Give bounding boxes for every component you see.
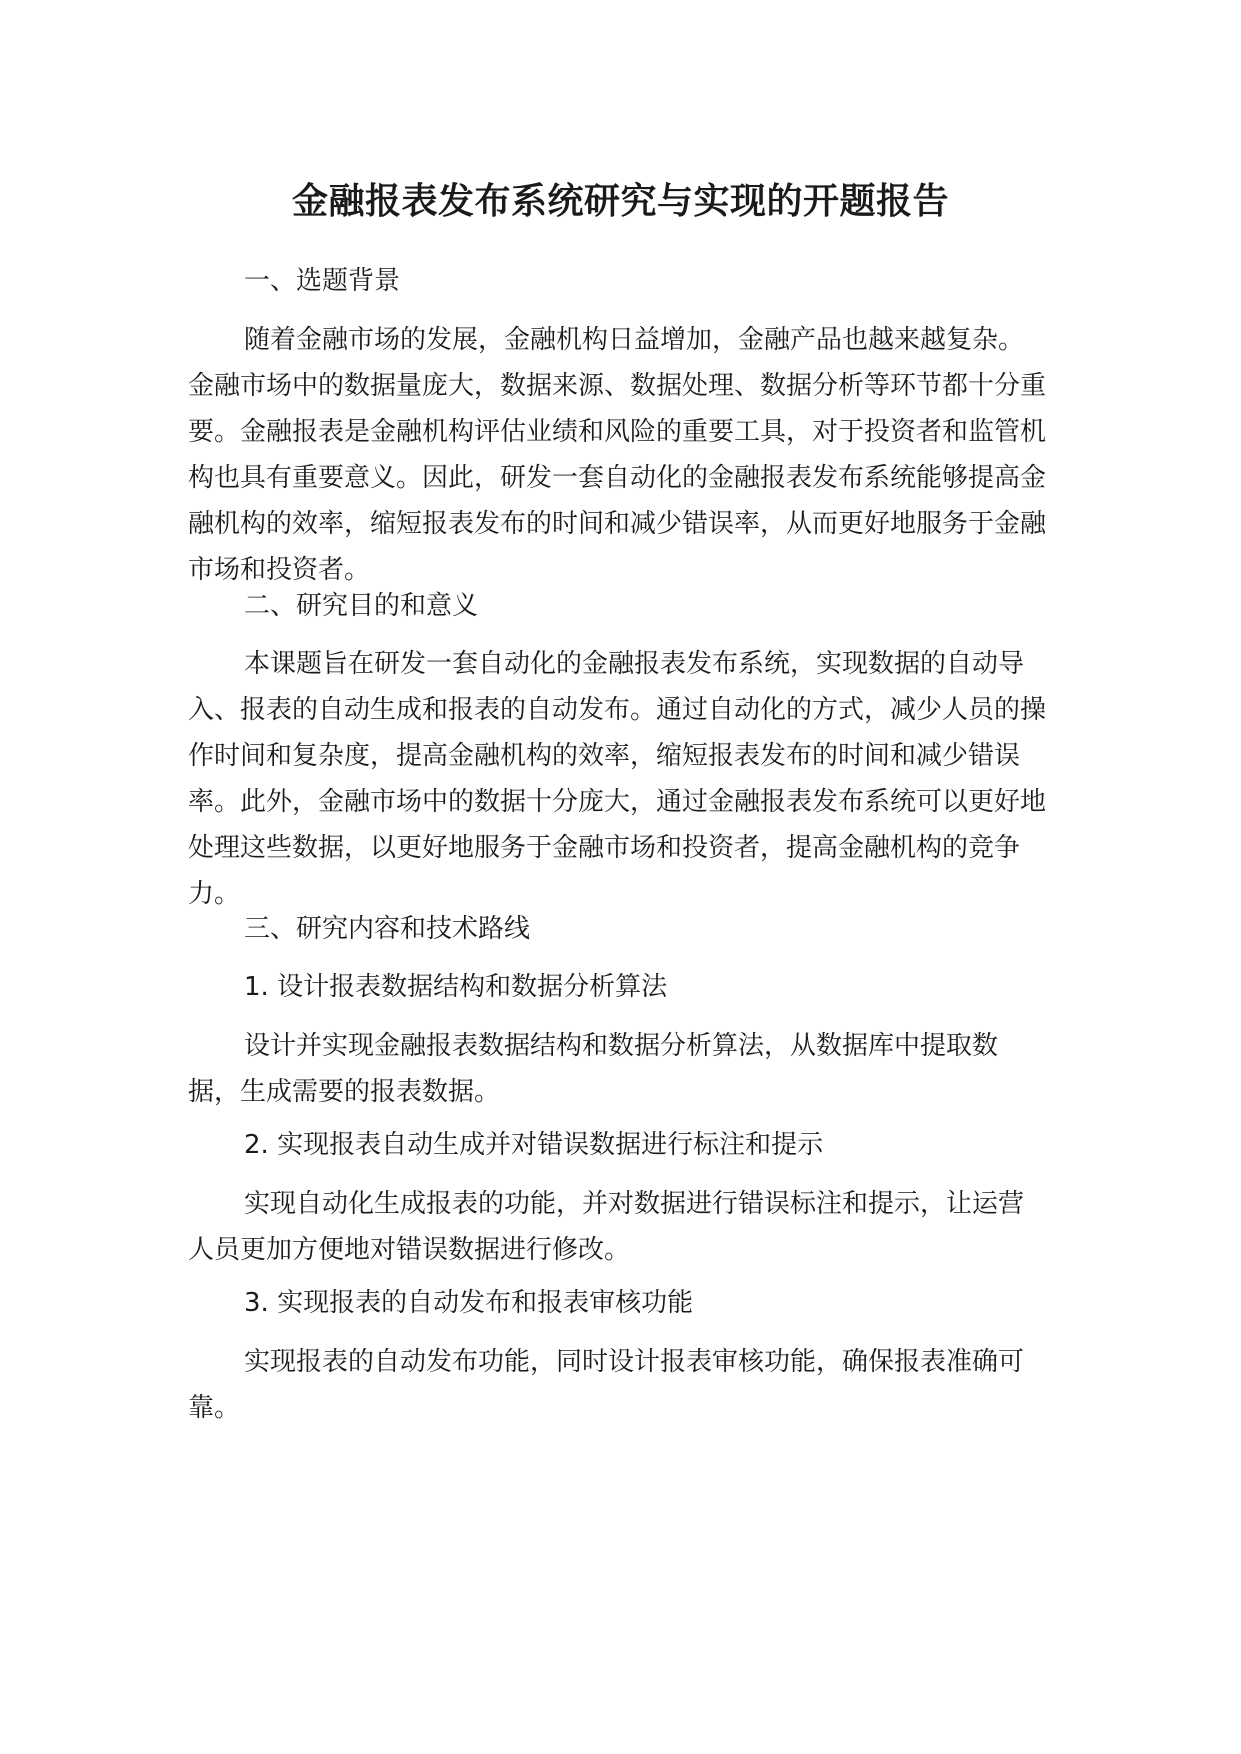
item3-heading: 3. 实现报表的自动发布和报表审核功能 (244, 1288, 694, 1318)
item2-heading: 2. 实现报表自动生成并对错误数据进行标注和提示 (244, 1130, 824, 1160)
item1-heading: 1. 设计报表数据结构和数据分析算法 (244, 972, 668, 1002)
section2-heading: 二、研究目的和意义 (244, 591, 479, 621)
item3-paragraph: 实现报表的自动发布功能，同时设计报表审核功能，确保报表准确可靠。 (188, 1347, 1025, 1423)
item1-paragraph: 设计并实现金融报表数据结构和数据分析算法，从数据库中提取数据，生成需要的报表数据。 (188, 1031, 999, 1107)
item2-paragraph: 实现自动化生成报表的功能，并对数据进行错误标注和提示，让运营人员更加方便地对错误数据进行修改。 (188, 1189, 1025, 1265)
document-title: 金融报表发布系统研究与实现的开题报告 (291, 181, 949, 222)
section2-paragraph: 本课题旨在研发一套自动化的金融报表发布系统，实现数据的自动导入、报表的自动生成和报表的自动发布。通过自动化的方式，减少人员的操作时间和复杂度，提高金融机构的效率，缩短报表发布的时间和减少错误率。此外，金融市场中的数据十分庞大，通过金融报表发布系统可以更好地处理这些数据，以更好地服务于金融市场和投资者，提高金融机构的竞争力。 (188, 649, 1047, 909)
section1-paragraph: 随着金融市场的发展，金融机构日益增加，金融产品也越来越复杂。金融市场中的数据量庞大，数据来源、数据处理、数据分析等环节都十分重要。金融报表是金融机构评估业绩和风险的重要工具，对于投资者和监管机构也具有重要意义。因此，研发一套自动化的金融报表发布系统能够提高金融机构的效率，缩短报表发布的时间和减少错误率，从而更好地服务于金融市场和投资者。 (188, 325, 1047, 585)
section3-heading: 三、研究内容和技术路线 (244, 914, 531, 944)
section1-heading: 一、选题背景 (244, 266, 401, 296)
